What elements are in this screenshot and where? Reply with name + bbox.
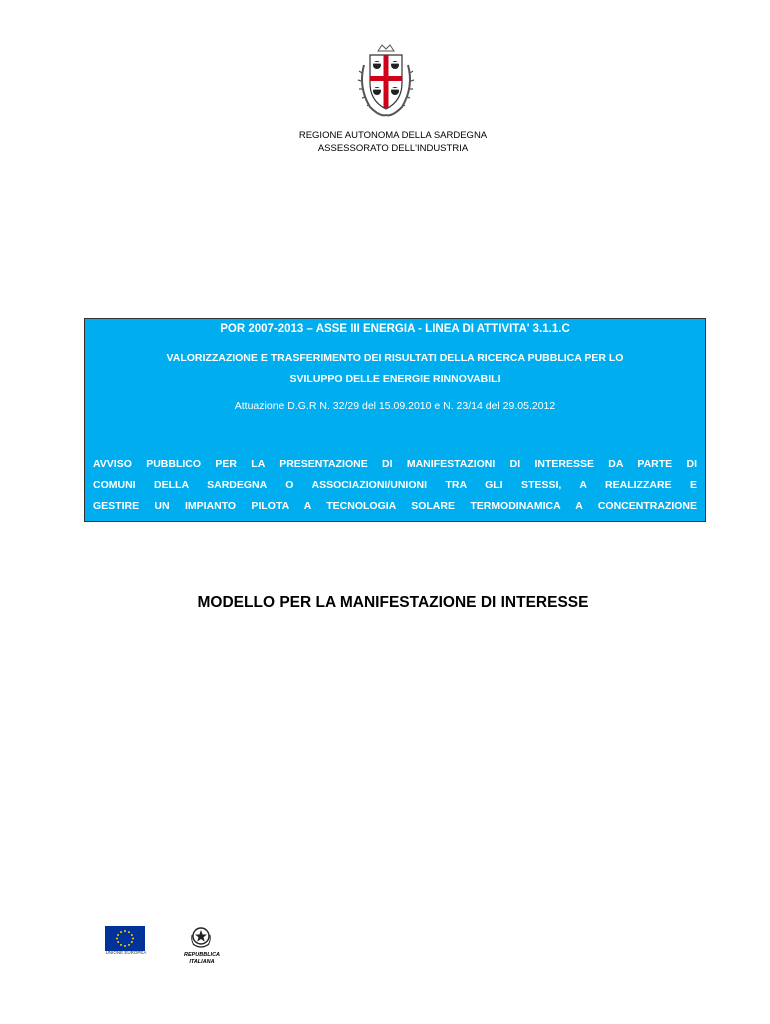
- it-label-line-1: REPUBBLICA: [183, 952, 221, 958]
- public-notice: [93, 454, 697, 517]
- eu-flag-icon: [105, 926, 145, 951]
- italian-republic-emblem-icon: [190, 925, 212, 951]
- programme-title: POR 2007-2013 – ASSE III ENERGIA - LINEA DI ATTIVITA' 3.1.1.C: [220, 323, 570, 335]
- issuer-header: [0, 129, 770, 155]
- header-region: REGIONE AUTONOMA DELLA SARDEGNA: [298, 130, 488, 141]
- attuazione-line: Attuazione D.G.R N. 32/29 del 15.09.2010 e N. 23/14 del 29.05.2012: [234, 400, 556, 412]
- it-label-line-2: ITALIANA: [189, 959, 215, 965]
- eu-label: UNIONE EUROPEA: [105, 950, 147, 955]
- notice-line-3: GESTIRE UN IMPIANTO PILOTA A TECNOLOGIA SOLARE TERMODINAMICA A CONCENTRAZIONE: [93, 500, 697, 512]
- subtitle-line-2: SVILUPPO DELLE ENERGIE RINNOVABILI: [289, 373, 501, 385]
- subtitle-line-1: VALORIZZAZIONE E TRASFERIMENTO DEI RISULTATI DELLA RICERCA PUBBLICA PER LO: [166, 352, 624, 364]
- sardinia-coat-of-arms-icon: [356, 43, 416, 119]
- programme-box: [84, 318, 706, 522]
- notice-line-1: AVVISO PUBBLICO PER LA PRESENTAZIONE DI MANIFESTAZIONI DI INTERESSE DA PARTE DI: [93, 458, 697, 470]
- programme-subtitle: [85, 348, 705, 390]
- italian-republic-label: [176, 952, 228, 966]
- header-department: ASSESSORATO DELL'INDUSTRIA: [317, 143, 469, 154]
- document-title: MODELLO PER LA MANIFESTAZIONE DI INTERESSE: [197, 594, 589, 611]
- notice-line-2: COMUNI DELLA SARDEGNA O ASSOCIAZIONI/UNIONI TRA GLI STESSI, A REALIZZARE E: [93, 479, 697, 491]
